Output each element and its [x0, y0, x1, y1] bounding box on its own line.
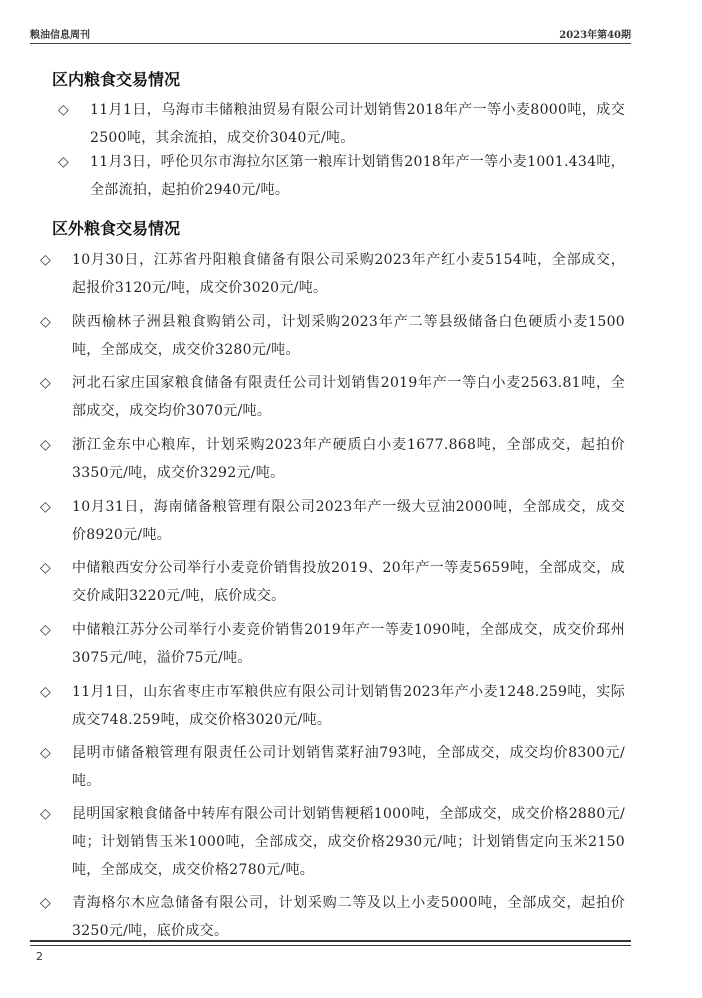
diamond-bullet-icon: ◇ [40, 684, 51, 700]
section-title: 区内粮食交易情况 [52, 70, 181, 89]
diamond-bullet-icon: ◇ [40, 499, 51, 515]
diamond-bullet-icon: ◇ [40, 622, 51, 638]
list-item [58, 148, 625, 204]
item-text: 中储粮江苏分公司举行小麦竞价销售2019年产一等麦1090吨，全部成交，成交价邳州3075元/吨，溢价75元/吨。 [72, 622, 625, 666]
item-text: 昆明市储备粮管理有限责任公司计划销售菜籽油793吨，全部成交，成交均价8300元/吨。 [72, 745, 625, 789]
diamond-bullet-icon: ◇ [40, 560, 51, 576]
item-text: 10月30日，江苏省丹阳粮食储备有限公司采购2023年产红小麦5154吨，全部成交，起报价3120元/吨，成交价3020元/吨。 [72, 252, 625, 296]
list-item [40, 554, 625, 610]
page-number: 2 [36, 950, 43, 963]
diamond-bullet-icon: ◇ [40, 806, 51, 822]
diamond-bullet-icon: ◇ [40, 895, 51, 911]
footer-rule [30, 940, 631, 942]
diamond-bullet-icon: ◇ [58, 102, 69, 118]
item-text: 浙江金东中心粮库，计划采购2023年产硬质白小麦1677.868吨，全部成交，起拍价3350元/吨，成交价3292元/吨。 [72, 437, 625, 481]
list-item [40, 616, 625, 672]
list-item [40, 431, 625, 487]
list-item [40, 493, 625, 549]
issue-number: 2023年第40期 [559, 30, 631, 41]
page-header [30, 26, 631, 42]
list-item [40, 369, 625, 425]
list-item [40, 678, 625, 734]
item-text: 青海格尔木应急储备有限公司，计划采购二等及以上小麦5000吨，全部成交，起拍价3250元/吨，底价成交。 [72, 895, 625, 939]
section-title: 区外粮食交易情况 [52, 219, 181, 238]
item-text: 11月3日，呼伦贝尔市海拉尔区第一粮库计划销售2018年产一等小麦1001.434吨，全部流拍，起拍价2940元/吨。 [90, 154, 625, 198]
item-text: 10月31日，海南储备粮管理有限公司2023年产一级大豆油2000吨，全部成交，成交价8920元/吨。 [72, 499, 625, 543]
diamond-bullet-icon: ◇ [40, 252, 51, 268]
list-item [58, 96, 625, 152]
diamond-bullet-icon: ◇ [40, 437, 51, 453]
item-text: 中储粮西安分公司举行小麦竞价销售投放2019、20年产一等麦5659吨，全部成交，成交价咸阳3220元/吨，底价成交。 [72, 560, 625, 604]
header-rule [30, 43, 631, 44]
item-text: 陕西榆林子洲县粮食购销公司，计划采购2023年产二等县级储备白色硬质小麦1500吨，全部成交，成交价3280元/吨。 [72, 314, 625, 358]
list-item [40, 739, 625, 795]
item-text: 昆明国家粮食储备中转库有限公司计划销售粳稻1000吨，全部成交，成交价格2880元/吨；计划销售玉米1000吨，全部成交，成交价格2930元/吨；计划销售定向玉米2150吨，全部成交，成交价格2780元/吨。 [72, 806, 625, 878]
diamond-bullet-icon: ◇ [40, 745, 51, 761]
list-item [40, 889, 625, 945]
diamond-bullet-icon: ◇ [40, 314, 51, 330]
diamond-bullet-icon: ◇ [40, 375, 51, 391]
footer-rule [30, 945, 631, 946]
diamond-bullet-icon: ◇ [58, 154, 69, 170]
item-text: 河北石家庄国家粮食储备有限责任公司计划销售2019年产一等白小麦2563.81吨，全部成交，成交均价3070元/吨。 [72, 375, 625, 419]
item-text: 11月1日，乌海市丰储粮油贸易有限公司计划销售2018年产一等小麦8000吨，成交2500吨，其余流拍，成交价3040元/吨。 [90, 102, 625, 146]
list-item [40, 800, 625, 884]
list-item [40, 308, 625, 364]
item-text: 11月1日，山东省枣庄市军粮供应有限公司计划销售2023年产小麦1248.259吨，实际成交748.259吨，成交价格3020元/吨。 [72, 684, 625, 728]
publication-name: 粮油信息周刊 [30, 30, 90, 41]
list-item [40, 246, 625, 302]
